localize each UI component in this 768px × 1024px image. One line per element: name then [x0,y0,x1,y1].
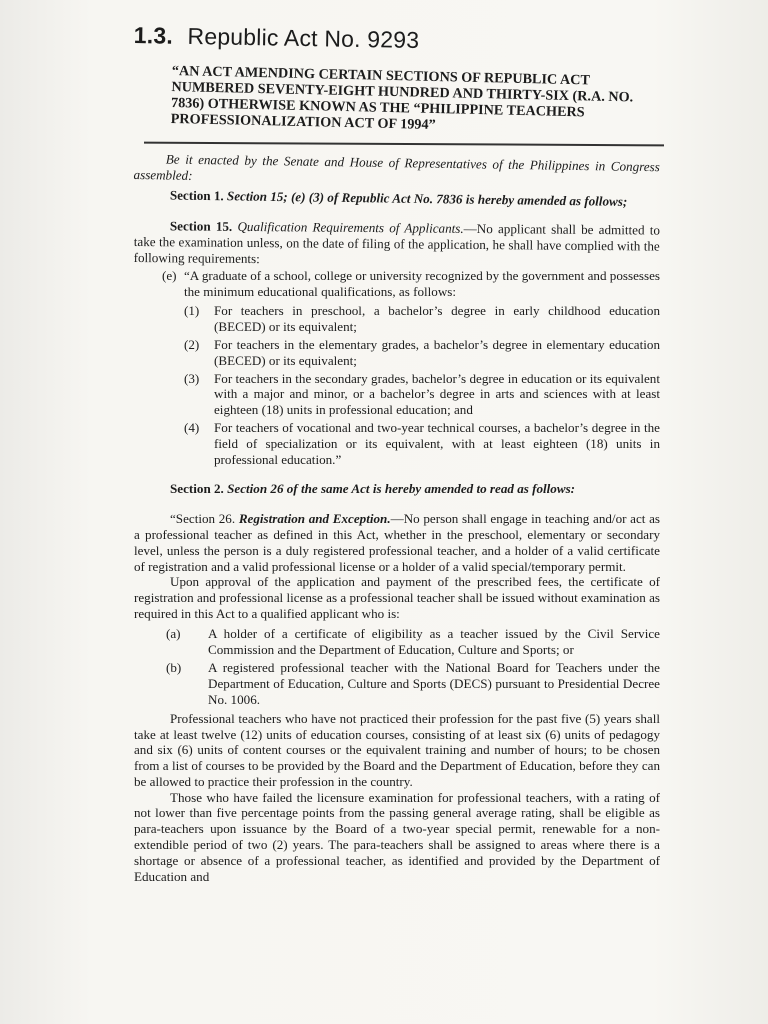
section-26-heading: Registration and Exception. [238,511,391,527]
list-marker: (3) [184,370,200,386]
list-text: For teachers in the elementary grades, a bachelor’s degree in elementary education (BECED) or its equivalent; [214,336,660,368]
section-1-lead: Section 1. [169,187,224,203]
list-marker: (b) [166,660,182,676]
section-15-heading: Qualification Requirements of Applicants. [237,219,464,237]
section-1 [134,187,660,210]
list-item [166,660,660,707]
list-marker: (2) [184,336,200,352]
list-item [184,420,660,467]
section-2 [134,481,660,497]
paragraph: Professional teachers who have not practiced their profession for the past five (5) years shall take at least twelve (12) units of education courses, consisting of at least six (6) units of pedagogy and six (6) units of content courses or the equivalent training and number of hours; to be chosen from a list of courses to be provided by the Board and the Department of Education, before they can be allowed to practice their profession in the country. [134,710,660,789]
paragraph: Upon approval of the application and payment of the prescribed fees, the certificate of registration and professional license as a professional teacher shall be issued without examination as required in this Act to a qualified applicant who is: [134,574,660,621]
section-15 [134,218,660,270]
list-text: For teachers of vocational and two-year technical courses, a bachelor’s degree in the field of specialization or its equivalent, with at least eighteen (18) units in professional education.” [214,419,660,467]
item-e-text: “A graduate of a school, college or university recognized by the government and possesses the minimum educational qualifications, as follows: [184,267,660,299]
list-marker: (4) [184,419,200,435]
section-15-text: —No applicant shall be admitted to take the examination unless, on the date of filing of the application, he shall have complied with the following requirements: [133,221,660,267]
item-e-marker: (e) [162,267,177,283]
section-15-lead: Section 15. [169,218,233,235]
list-text: For teachers in the secondary grades, bachelor’s degree in education or its equivalent with a major and minor, or a bachelor’s degree in arts and sciences with at least eighteen (18) units in professional education; and [214,370,660,418]
exception-list [166,626,660,708]
list-text: A holder of a certificate of eligibility as a teacher issued by the Civil Service Commission and the Department of Education, Culture and Sports; or [208,625,660,657]
section-26-open: “Section 26. [170,511,236,527]
list-text: A registered professional teacher with the National Board for Teachers under the Department of Education, Culture and Sports (DECS) pursuant to Presidential Decree No. 1006. [208,660,660,707]
section-heading [134,22,660,58]
qualification-list [184,303,660,467]
section-26 [134,511,660,574]
heading-number: 1.3. [133,22,174,49]
section-2-text: Section 26 of the same Act is hereby amended to read as follows: [227,481,576,497]
paragraph: Those who have failed the licensure examination for professional teachers, with a rating of not lower than five percentage points from the passing general average rating, shall be eligible as para-teachers upon issuance by the Board of a two-year special permit, renewable for a non-extendible period of two (2) years. The para-teachers shall be assigned to areas where there is a shortage or absence of a professional teacher, as identified and provided by the Department of Education and [134,789,660,884]
list-item [184,337,660,369]
enactment-clause: Be it enacted by the Senate and House of Representatives of the Philippines in Congress assembled: [133,151,660,183]
section-1-text: Section 15; (e) (3) of Republic Act No. 7836 is hereby amended as follows; [226,187,628,209]
item-e [162,268,660,300]
list-text: For teachers in preschool, a bachelor’s degree in early childhood education (BECED) or its equivalent; [214,303,660,335]
list-marker: (1) [184,303,200,319]
document-body [134,151,660,884]
divider-rule [144,142,664,147]
act-title: “AN ACT AMENDING CERTAIN SECTIONS OF REPUBLIC ACT NUMBERED SEVENTY-EIGHT HUNDRED AND THIRTY-SIX (R.A. NO. 7836) OTHERWISE KNOWN AS THE “PHILIPPINE TEACHERS PROFESSIONALIZATION ACT OF 1994” [170,63,634,133]
list-item [184,371,660,418]
list-item [166,626,660,658]
heading-text: Republic Act No. 9293 [187,22,420,53]
list-item [184,303,660,335]
section-2-lead: Section 2. [170,481,224,497]
section-26-text: —No person shall engage in teaching and/or act as a professional teacher as defined in this Act, whether in the preschool, elementary or secondary level, unless the person is a duly registered professional teacher, and a holder of a valid certificate of registration and a valid professional license or a holder of a valid special/temporary permit. [134,511,661,574]
list-marker: (a) [166,625,181,641]
